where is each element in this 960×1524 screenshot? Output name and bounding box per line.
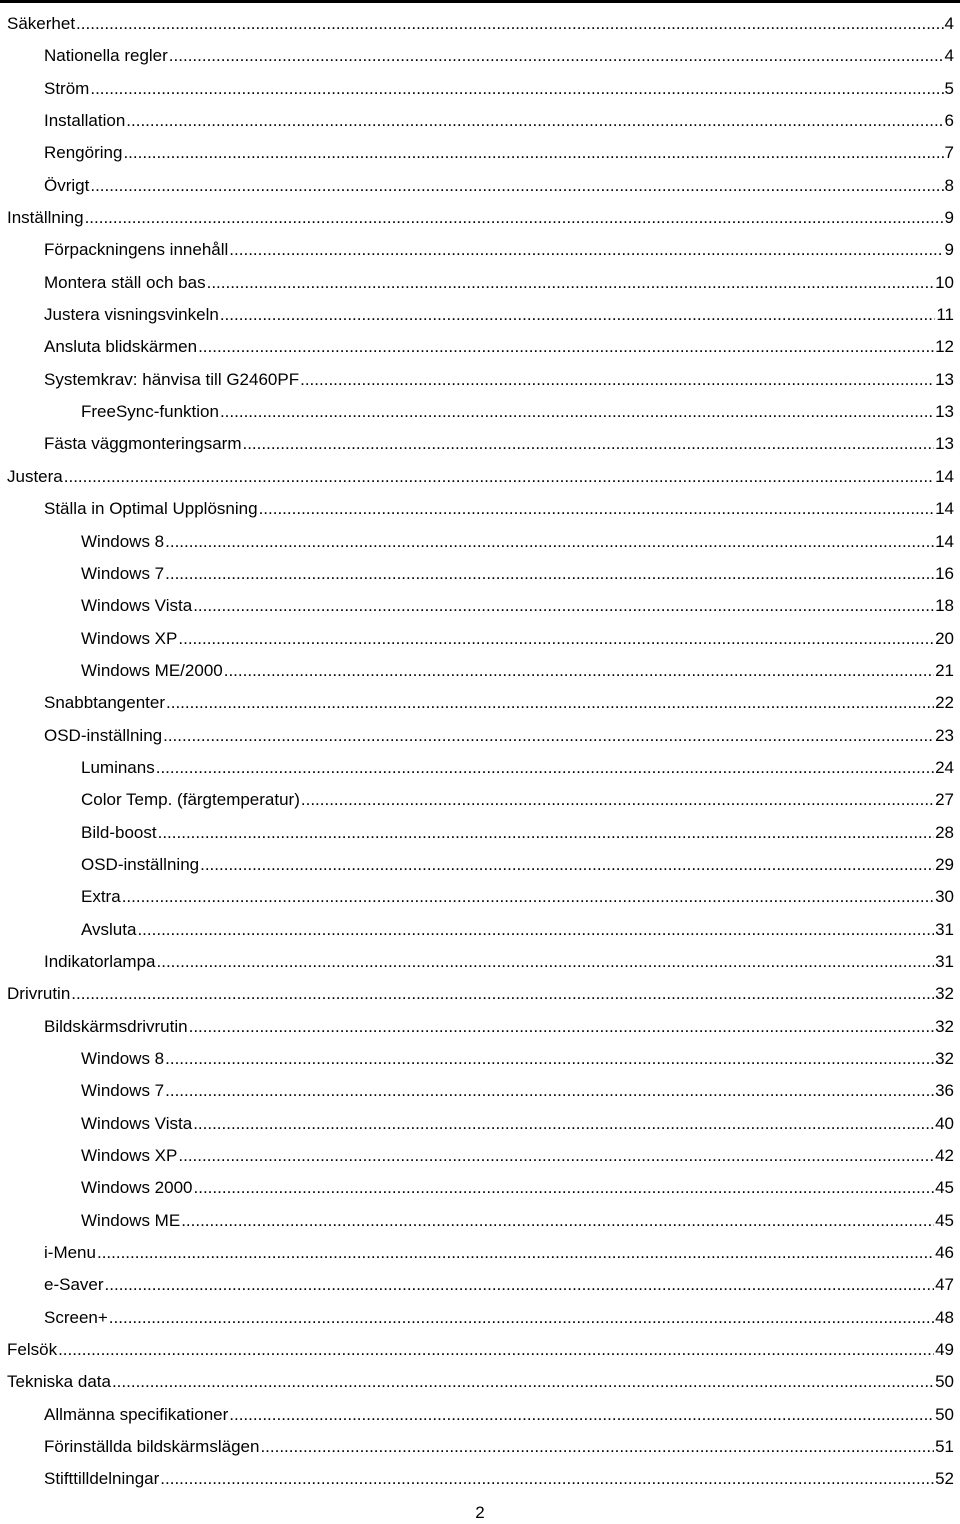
toc-entry-title: Stifttilldelningar bbox=[44, 1469, 160, 1489]
toc-dot-leader bbox=[165, 1075, 934, 1107]
toc-entry-title: Felsök bbox=[7, 1340, 58, 1360]
toc-entry-page: 27 bbox=[935, 790, 954, 810]
toc-entry[interactable] bbox=[0, 1302, 954, 1334]
toc-entry-title: FreeSync-funktion bbox=[81, 402, 219, 422]
toc-entry-title: Justera bbox=[7, 466, 63, 486]
toc-entry-title: Windows 7 bbox=[81, 563, 165, 583]
toc-dot-leader bbox=[90, 170, 943, 202]
toc-dot-leader bbox=[112, 1366, 934, 1398]
toc-entry[interactable] bbox=[0, 1011, 954, 1043]
toc-entry-title: OSD-inställning bbox=[81, 854, 200, 874]
toc-entry-title: Bild-boost bbox=[81, 822, 157, 842]
toc-entry-page: 45 bbox=[935, 1210, 954, 1230]
toc-dot-leader bbox=[220, 396, 934, 428]
toc-entry-page: 31 bbox=[935, 919, 954, 939]
toc-dot-leader bbox=[300, 364, 934, 396]
toc-entry[interactable] bbox=[0, 8, 954, 40]
toc-dot-leader bbox=[259, 493, 935, 525]
toc-entry-page: 49 bbox=[935, 1340, 954, 1360]
toc-entry-title: Windows Vista bbox=[81, 1113, 193, 1133]
toc-entry-title: Installation bbox=[44, 111, 126, 131]
toc-entry-page: 47 bbox=[935, 1275, 954, 1295]
toc-entry-page: 4 bbox=[944, 14, 954, 33]
toc-entry-page: 50 bbox=[935, 1372, 954, 1392]
toc-dot-leader bbox=[160, 1463, 934, 1495]
toc-dot-leader bbox=[165, 1043, 934, 1075]
toc-dot-leader bbox=[90, 73, 943, 105]
toc-entry[interactable] bbox=[0, 1463, 954, 1495]
toc-entry[interactable] bbox=[0, 881, 954, 913]
toc-entry-title: Windows XP bbox=[81, 1146, 178, 1166]
toc-entry[interactable] bbox=[0, 1269, 954, 1301]
toc-entry[interactable] bbox=[0, 752, 954, 784]
toc-entry[interactable] bbox=[0, 590, 954, 622]
toc-entry-title: Fästa väggmonteringsarm bbox=[44, 434, 242, 454]
toc-entry-page: 20 bbox=[935, 628, 954, 648]
toc-entry[interactable] bbox=[0, 461, 954, 493]
toc-entry-page: 50 bbox=[935, 1404, 954, 1424]
toc-entry[interactable] bbox=[0, 299, 954, 331]
toc-dot-leader bbox=[109, 1302, 934, 1334]
toc-entry-title: Drivrutin bbox=[7, 984, 71, 1004]
toc-entry-page: 22 bbox=[935, 693, 954, 713]
toc-entry[interactable] bbox=[0, 364, 954, 396]
toc-entry-title: Ansluta blidskärmen bbox=[44, 337, 198, 357]
toc-entry[interactable] bbox=[0, 978, 954, 1010]
toc-entry[interactable] bbox=[0, 73, 954, 105]
toc-dot-leader bbox=[97, 1237, 934, 1269]
toc-entry-page: 10 bbox=[935, 272, 954, 292]
toc-entry-page: 28 bbox=[935, 822, 954, 842]
toc-entry-title: Snabbtangenter bbox=[44, 693, 165, 713]
toc-dot-leader bbox=[163, 720, 934, 752]
toc-entry-page: 4 bbox=[944, 46, 954, 66]
toc-entry-page: 52 bbox=[935, 1469, 954, 1489]
toc-entry-title: Inställning bbox=[7, 208, 84, 228]
toc-entry-page: 7 bbox=[944, 143, 954, 163]
toc-entry[interactable] bbox=[0, 946, 954, 978]
toc-entry-page: 13 bbox=[935, 369, 954, 389]
toc-entry[interactable] bbox=[0, 1205, 954, 1237]
toc-dot-leader bbox=[207, 267, 934, 299]
toc-dot-leader bbox=[157, 946, 935, 978]
toc-entry[interactable] bbox=[0, 623, 954, 655]
toc-entry[interactable] bbox=[0, 914, 954, 946]
toc-entry-title: Ställa in Optimal Upplösning bbox=[44, 499, 258, 519]
toc-dot-leader bbox=[58, 1334, 934, 1366]
toc-dot-leader bbox=[178, 1140, 934, 1172]
toc-dot-leader bbox=[260, 1431, 934, 1463]
toc-dot-leader bbox=[169, 40, 944, 72]
toc-entry-page: 14 bbox=[935, 499, 954, 519]
toc-entry-page: 23 bbox=[935, 725, 954, 745]
toc-entry-title: Extra bbox=[81, 887, 121, 907]
toc-entry-page: 51 bbox=[935, 1437, 954, 1457]
toc-dot-leader bbox=[85, 202, 944, 234]
toc-dot-leader bbox=[229, 1399, 934, 1431]
toc-dot-leader bbox=[122, 881, 934, 913]
toc-entry-title: Indikatorlampa bbox=[44, 951, 156, 971]
toc-entry-page: 16 bbox=[935, 563, 954, 583]
toc-dot-leader bbox=[165, 526, 934, 558]
toc-entry-page: 9 bbox=[944, 240, 954, 260]
toc-dot-leader bbox=[71, 978, 934, 1010]
toc-entry-page: 32 bbox=[935, 984, 954, 1004]
toc-entry-page: 48 bbox=[935, 1307, 954, 1327]
toc-dot-leader bbox=[193, 1108, 934, 1140]
toc-entry-title: Windows 2000 bbox=[81, 1178, 193, 1198]
toc-entry[interactable] bbox=[0, 1172, 954, 1204]
toc-entry-title: i-Menu bbox=[44, 1243, 96, 1263]
toc-entry-page: 21 bbox=[935, 660, 954, 680]
toc-entry-page: 40 bbox=[935, 1113, 954, 1133]
toc-dot-leader bbox=[220, 299, 936, 331]
toc-entry-title: Screen+ bbox=[44, 1307, 108, 1327]
toc-entry[interactable] bbox=[0, 687, 954, 719]
toc-entry-title: Color Temp. (färgtemperatur) bbox=[81, 790, 300, 810]
toc-entry-page: 32 bbox=[935, 1016, 954, 1036]
toc-entry-title: Allmänna specifikationer bbox=[44, 1404, 229, 1424]
toc-entry-page: 13 bbox=[935, 434, 954, 454]
toc-entry-title: Windows ME bbox=[81, 1210, 181, 1230]
toc-dot-leader bbox=[193, 590, 934, 622]
toc-entry-page: 8 bbox=[944, 175, 954, 195]
toc-entry-page: 46 bbox=[935, 1243, 954, 1263]
toc-entry-title: Förpackningens innehåll bbox=[44, 240, 229, 260]
toc-entry[interactable] bbox=[0, 526, 954, 558]
toc-entry-page: 18 bbox=[935, 596, 954, 616]
toc-dot-leader bbox=[166, 687, 934, 719]
toc-entry[interactable] bbox=[0, 137, 954, 169]
toc-entry-title: Förinställda bildskärmslägen bbox=[44, 1437, 260, 1457]
toc-dot-leader bbox=[123, 137, 943, 169]
toc-entry-page: 45 bbox=[935, 1178, 954, 1198]
toc-dot-leader bbox=[105, 1269, 935, 1301]
toc-entry[interactable] bbox=[0, 1334, 954, 1366]
toc-dot-leader bbox=[229, 234, 943, 266]
toc-entry-title: Luminans bbox=[81, 757, 155, 777]
toc-dot-leader bbox=[181, 1205, 934, 1237]
toc-entry-page: 6 bbox=[944, 111, 954, 131]
toc-entry-page: 30 bbox=[935, 887, 954, 907]
toc-dot-leader bbox=[198, 331, 934, 363]
toc-entry-title: Windows XP bbox=[81, 628, 178, 648]
toc-entry[interactable] bbox=[0, 1075, 954, 1107]
toc-entry-page: 5 bbox=[944, 78, 954, 98]
toc-entry-page: 11 bbox=[936, 305, 954, 325]
toc-entry-page: 14 bbox=[935, 466, 954, 486]
toc-dot-leader bbox=[224, 655, 934, 687]
toc-entry-title: Windows 8 bbox=[81, 531, 165, 551]
toc-entry-title: Windows ME/2000 bbox=[81, 660, 223, 680]
toc-entry[interactable] bbox=[0, 1399, 954, 1431]
toc-entry-page: 32 bbox=[935, 1049, 954, 1068]
toc-entry[interactable] bbox=[0, 40, 954, 72]
toc-entry[interactable] bbox=[0, 720, 954, 752]
toc-entry[interactable] bbox=[0, 428, 954, 460]
toc-dot-leader bbox=[189, 1011, 934, 1043]
toc-entry-page: 42 bbox=[935, 1146, 954, 1166]
toc-dot-leader bbox=[156, 752, 934, 784]
toc-dot-leader bbox=[178, 623, 934, 655]
toc-dot-leader bbox=[301, 784, 934, 816]
toc-entry-page: 36 bbox=[935, 1081, 954, 1101]
toc-entry-title: Bildskärmsdrivrutin bbox=[44, 1016, 188, 1036]
toc-entry-title: Nationella regler bbox=[44, 46, 168, 66]
toc-dot-leader bbox=[126, 105, 943, 137]
toc-entry-title: Tekniska data bbox=[7, 1372, 111, 1392]
toc-entry-title: Avsluta bbox=[81, 919, 137, 939]
toc-entry-title: Systemkrav: hänvisa till G2460PF bbox=[44, 369, 300, 389]
toc-dot-leader bbox=[242, 428, 934, 460]
page-number: 2 bbox=[475, 1503, 485, 1522]
toc-entry-title: Windows Vista bbox=[81, 596, 193, 616]
toc-entry[interactable] bbox=[0, 170, 954, 202]
toc-entry-title: e-Saver bbox=[44, 1275, 104, 1295]
toc-entry-title: Ström bbox=[44, 78, 90, 98]
table-of-contents bbox=[0, 8, 954, 1496]
toc-entry[interactable] bbox=[0, 202, 954, 234]
toc-dot-leader bbox=[76, 8, 943, 40]
toc-dot-leader bbox=[64, 461, 934, 493]
toc-entry-page: 24 bbox=[935, 757, 954, 777]
toc-entry[interactable] bbox=[0, 1237, 954, 1269]
toc-entry-page: 31 bbox=[935, 951, 954, 971]
toc-entry[interactable] bbox=[0, 1366, 954, 1398]
toc-entry[interactable] bbox=[0, 1431, 954, 1463]
top-rule bbox=[0, 0, 960, 3]
toc-entry-page: 9 bbox=[944, 208, 954, 228]
toc-entry[interactable] bbox=[0, 396, 954, 428]
toc-entry-title: Övrigt bbox=[44, 175, 90, 195]
toc-entry[interactable] bbox=[0, 105, 954, 137]
toc-entry[interactable] bbox=[0, 1043, 954, 1075]
toc-entry-title: OSD-inställning bbox=[44, 725, 163, 745]
toc-entry[interactable] bbox=[0, 493, 954, 525]
toc-entry-page: 12 bbox=[935, 337, 954, 357]
toc-entry[interactable] bbox=[0, 655, 954, 687]
toc-entry-title: Windows 8 bbox=[81, 1049, 165, 1068]
toc-entry[interactable] bbox=[0, 1108, 954, 1140]
toc-entry[interactable] bbox=[0, 267, 954, 299]
toc-entry[interactable] bbox=[0, 849, 954, 881]
toc-entry[interactable] bbox=[0, 558, 954, 590]
toc-dot-leader bbox=[158, 817, 934, 849]
toc-entry[interactable] bbox=[0, 1140, 954, 1172]
toc-entry-title: Montera ställ och bas bbox=[44, 272, 206, 292]
toc-entry[interactable] bbox=[0, 817, 954, 849]
toc-entry-page: 13 bbox=[935, 402, 954, 422]
toc-entry-page: 14 bbox=[935, 531, 954, 551]
toc-entry-title: Rengöring bbox=[44, 143, 123, 163]
toc-entry[interactable] bbox=[0, 331, 954, 363]
toc-entry-title: Justera visningsvinkeln bbox=[44, 305, 219, 325]
toc-entry-title: Säkerhet bbox=[7, 14, 76, 33]
toc-entry[interactable] bbox=[0, 234, 954, 266]
toc-dot-leader bbox=[165, 558, 934, 590]
toc-entry[interactable] bbox=[0, 784, 954, 816]
toc-dot-leader bbox=[137, 914, 934, 946]
toc-entry-page: 29 bbox=[935, 854, 954, 874]
toc-entry-title: Windows 7 bbox=[81, 1081, 165, 1101]
toc-dot-leader bbox=[194, 1172, 935, 1204]
toc-dot-leader bbox=[200, 849, 934, 881]
